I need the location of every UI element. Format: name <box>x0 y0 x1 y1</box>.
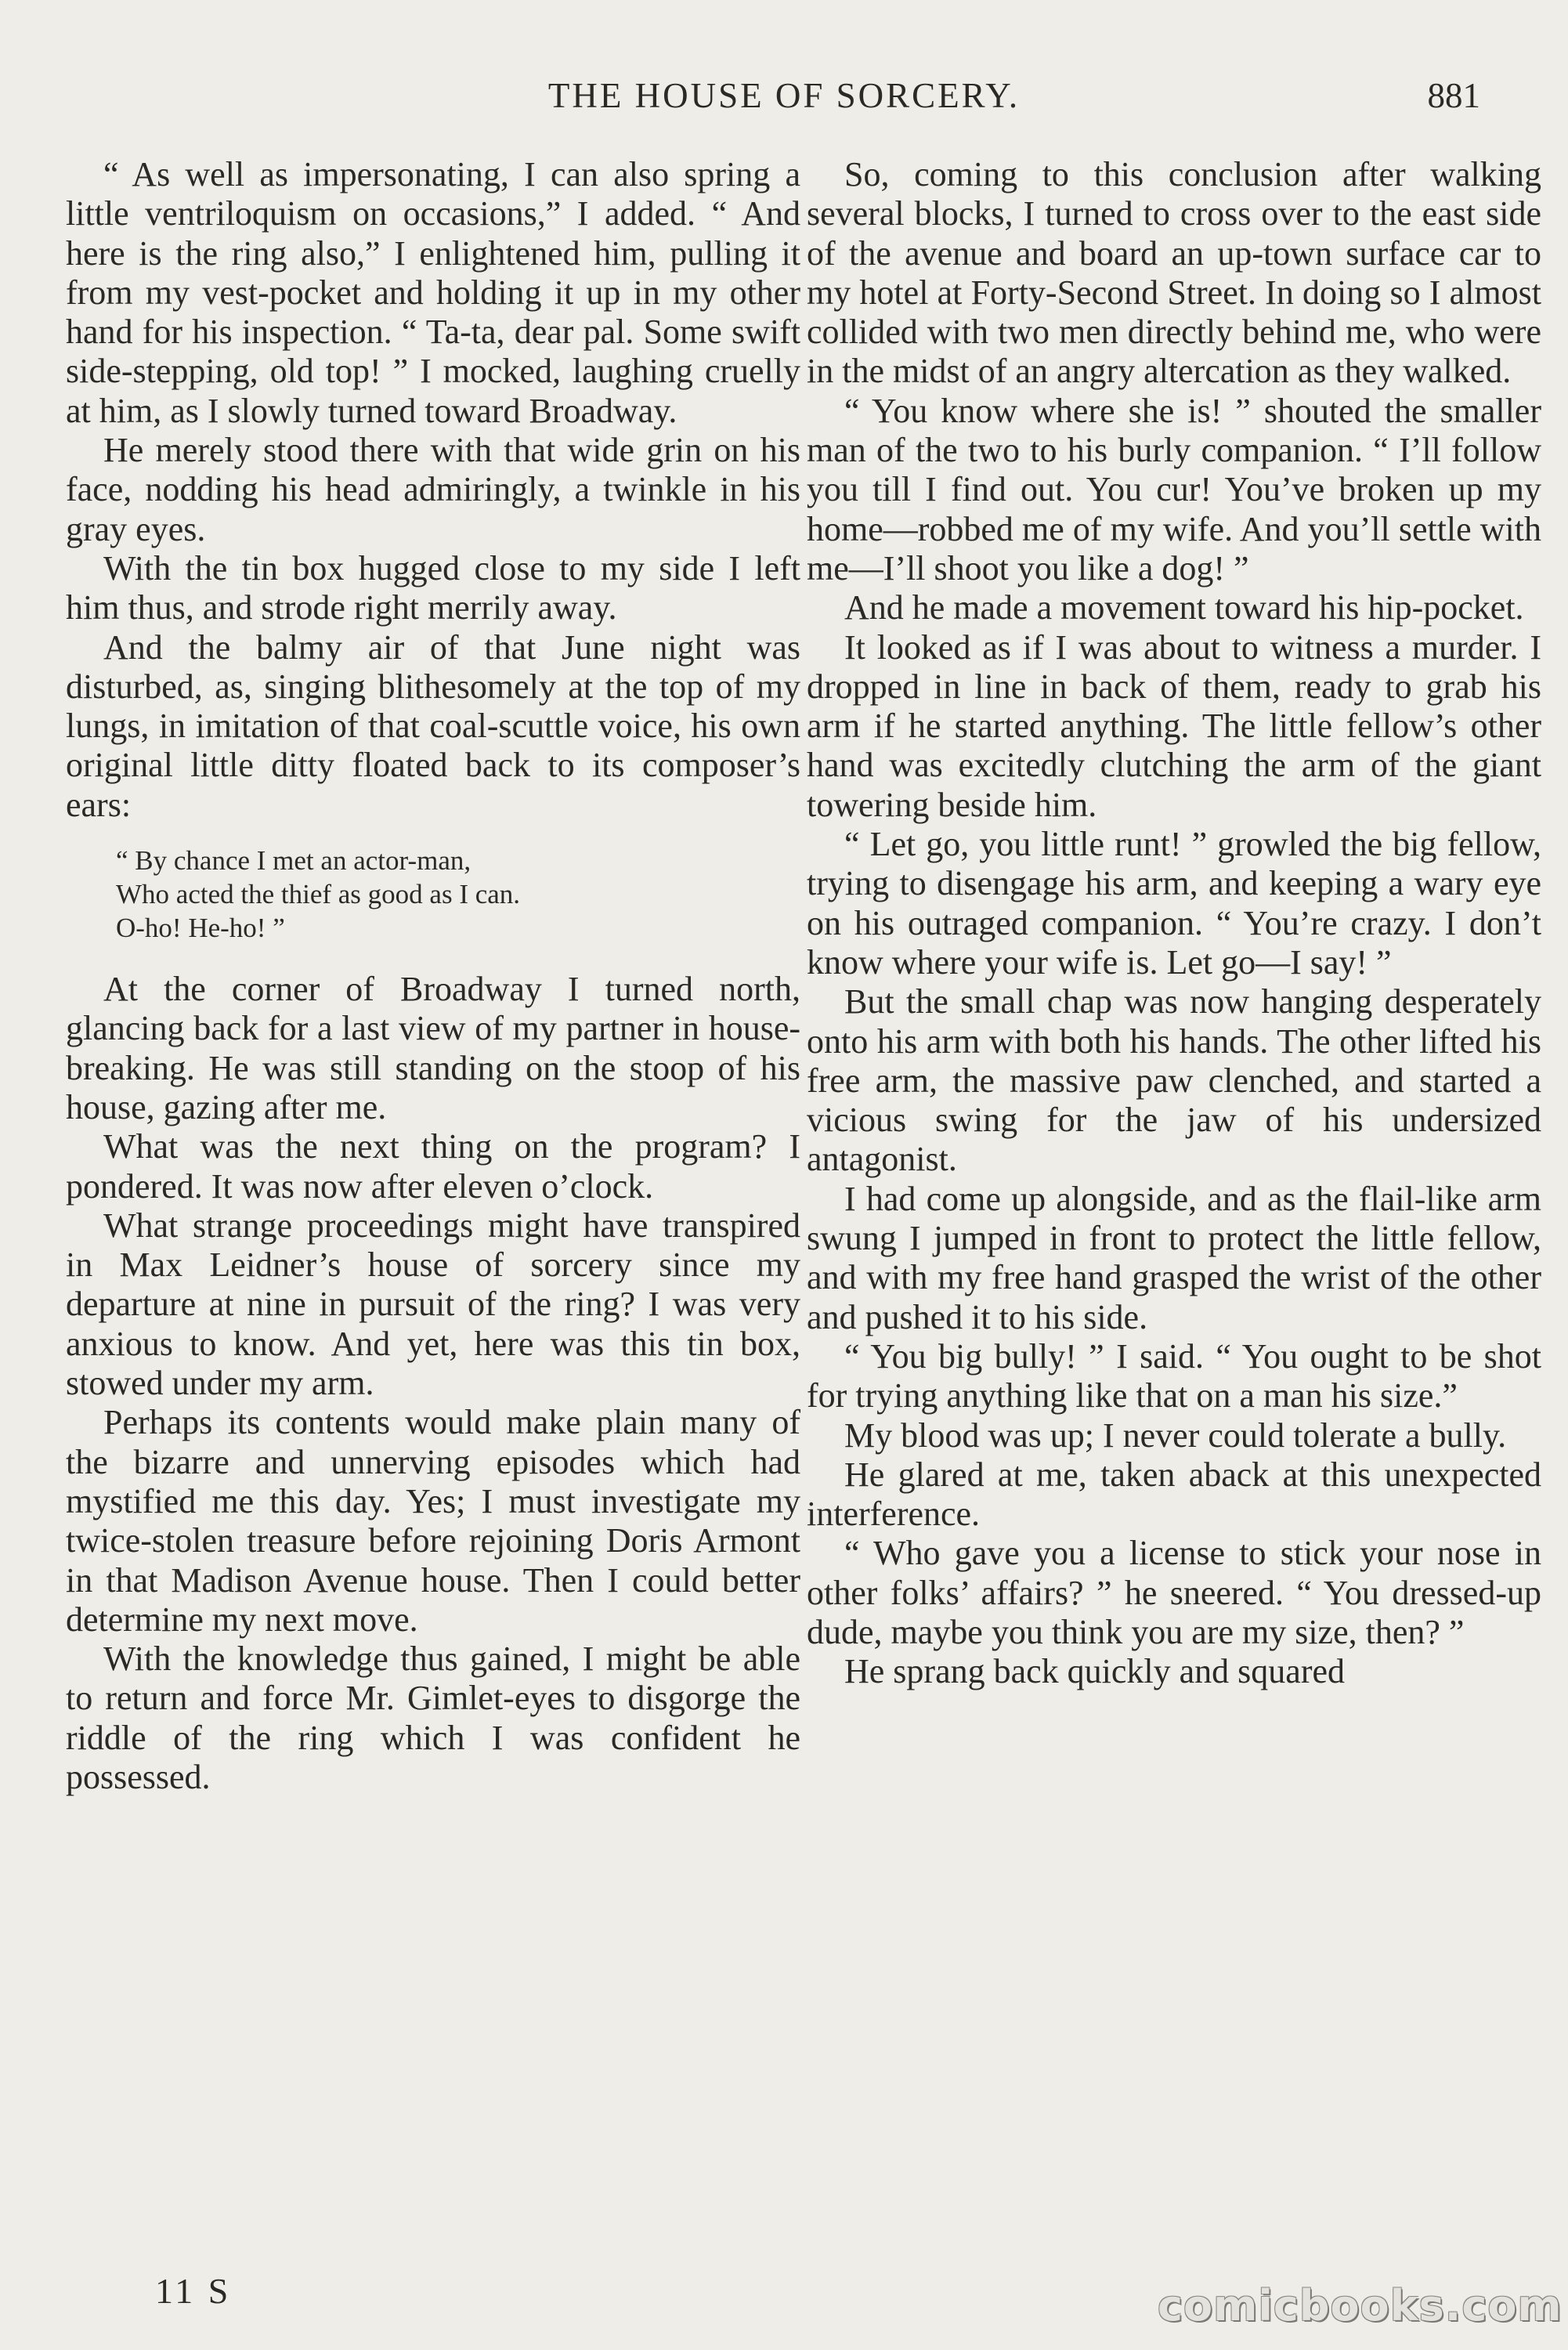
song-verse <box>116 844 800 945</box>
paragraph: He glared at me, taken aback at this unexpected interference. <box>807 1455 1541 1534</box>
running-head: THE HOUSE OF SORCERY. <box>547 76 1021 115</box>
verse-line: O-ho! He-ho! ” <box>116 913 285 944</box>
paragraph: So, coming to this conclusion after walking several blocks, I turned to cross over to the east side of the avenue and board an up-town surface car to my hotel at Forty-Second Street. In doing so I almost collided with two men directly behind me, who were in the midst of an angry altercation as they walked. <box>807 155 1541 391</box>
paragraph: But the small chap was now hanging desperately onto his arm with both his hands. The other lifted his free arm, the massive paw clenched, and started a vicious swing for the jaw of his undersized antagonist. <box>807 982 1541 1179</box>
verse-line: Who acted the thief as good as I can. <box>116 879 521 910</box>
paragraph: My blood was up; I never could tolerate a bully. <box>844 1415 1507 1455</box>
paragraph: “ Who gave you a license to stick your nose in other folks’ affairs? ” he sneered. “ You dressed-up dude, maybe you think you are my size, then? ” <box>807 1534 1541 1651</box>
paragraph: “ As well as impersonating, I can also spring a little ventriloquism on occasions,” I added. “ And here is the ring also,” I enlightened him, pulling it from my vest-pocket and holding it up in my other hand for his inspection. “ Ta-ta, dear pal. Some swift side-stepping, old top! ” I mocked, laughing cruelly at him, as I slowly turned toward Broadway. <box>66 155 800 430</box>
paragraph: What strange proceedings might have transpired in Max Leidner’s house of sorcery since my departure at nine in pursuit of the ring? I was very anxious to know. And yet, here was this tin box, stowed under my arm. <box>66 1206 800 1403</box>
page-number: 881 <box>1427 76 1480 115</box>
right-column <box>807 155 1541 1692</box>
printer-signature-mark: 11 S <box>155 2271 232 2311</box>
source-watermark: comicbooks.com <box>1158 2281 1563 2330</box>
paragraph: With the knowledge thus gained, I might be able to return and force Mr. Gimlet-eyes to disgorge the riddle of the ring which I was confident he possessed. <box>66 1640 800 1796</box>
paragraph: “ You know where she is! ” shouted the smaller man of the two to his burly companion. “ I’ll follow you till I find out. You cur! You’ve broken up my home—robbed me of my wife. And you’ll settle with me—I’ll shoot you like a dog! ” <box>807 391 1541 588</box>
paragraph: He merely stood there with that wide grin on his face, nodding his head admiringly, a twinkle in his gray eyes. <box>66 431 800 548</box>
paragraph: At the corner of Broadway I turned north, glancing back for a last view of my partner in house-breaking. He was still standing on the stoop of his house, gazing after me. <box>66 970 800 1126</box>
paragraph: It looked as if I was about to witness a murder. I dropped in line in back of them, ready to grab his arm if he started anything. The little fellow’s other hand was excitedly clutching the arm of the giant towering beside him. <box>807 627 1541 824</box>
paragraph: “ You big bully! ” I said. “ You ought to be shot for trying anything like that on a man his size.” <box>807 1336 1541 1415</box>
paragraph: “ Let go, you little runt! ” growled the big fellow, trying to disengage his arm, and keeping a wary eye on his outraged companion. “ You’re crazy. I don’t know where your wife is. Let go—I say! ” <box>807 825 1541 982</box>
paragraph: And the balmy air of that June night was disturbed, as, singing blithesomely at the top of my lungs, in imitation of that coal-scuttle voice, his own original little ditty floated back to its composer’s ears: <box>66 627 800 824</box>
paragraph: He sprang back quickly and squared <box>844 1652 1346 1691</box>
paragraph: I had come up alongside, and as the flail-like arm swung I jumped in front to protect the little fellow, and with my free hand grasped the wrist of the other and pushed it to his side. <box>807 1179 1541 1336</box>
left-column <box>66 155 800 1797</box>
page-header <box>0 75 1568 122</box>
paragraph: What was the next thing on the program? I pondered. It was now after eleven o’clock. <box>66 1127 800 1206</box>
paragraph: And he made a movement toward his hip-pocket. <box>844 588 1524 627</box>
paragraph: Perhaps its contents would make plain many of the bizarre and unnerving episodes which had mystified me this day. Yes; I must investigate my twice-stolen treasure before rejoining Doris Armont in that Madison Avenue house. Then I could better determine my next move. <box>66 1403 800 1639</box>
paragraph: With the tin box hugged close to my side I left him thus, and strode right merrily away. <box>66 548 800 627</box>
verse-line: “ By chance I met an actor-man, <box>116 845 471 877</box>
